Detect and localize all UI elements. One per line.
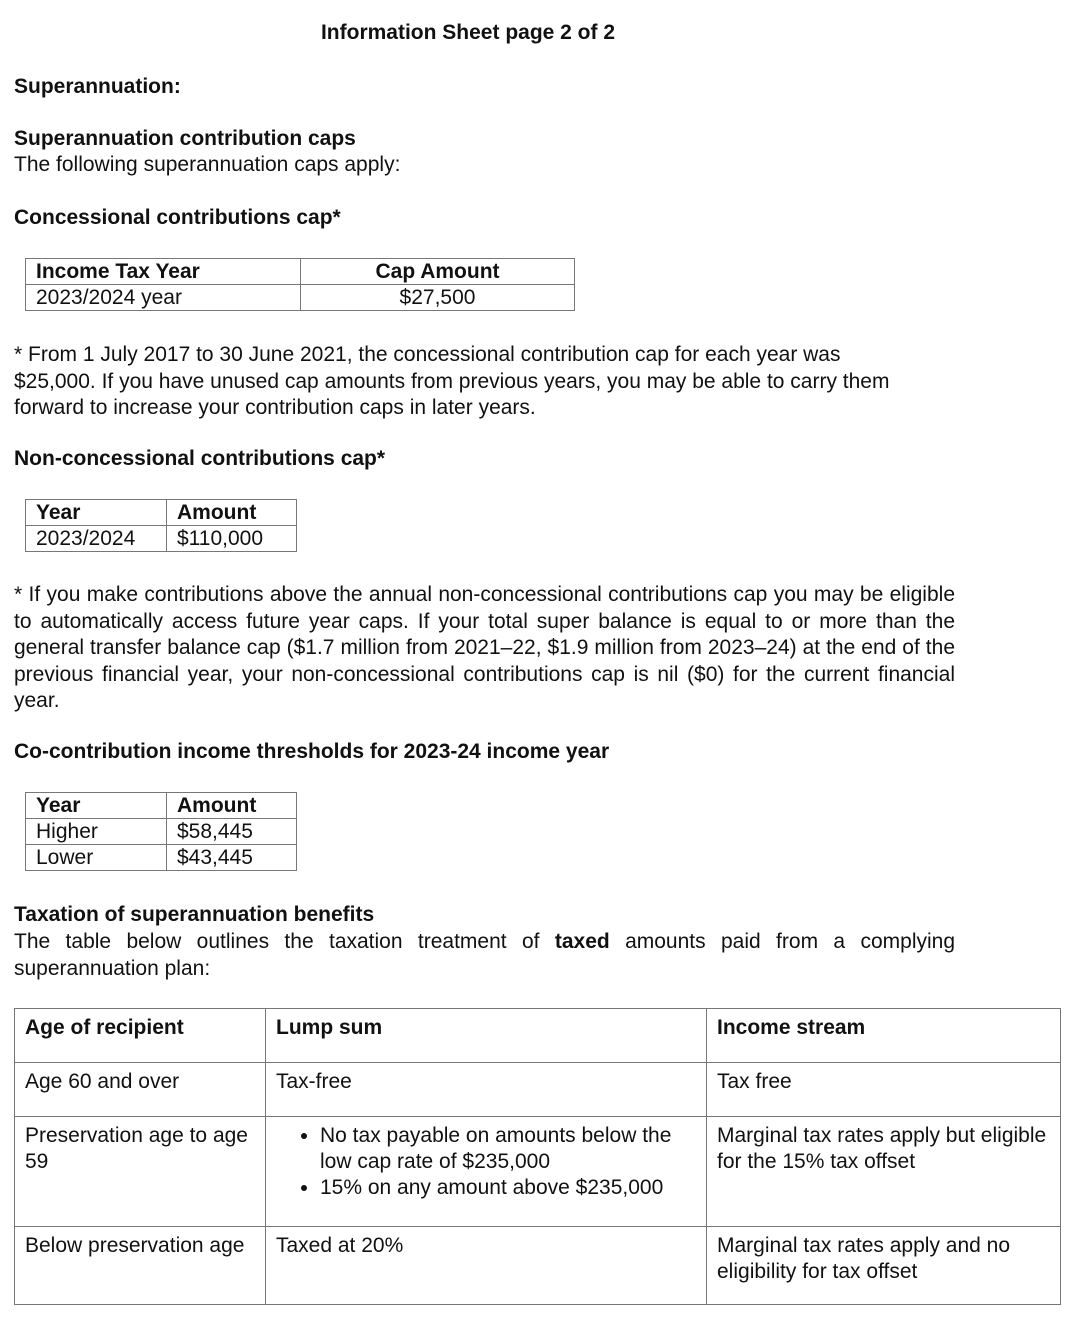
header-cap-amount: Cap Amount xyxy=(301,259,575,285)
lump-sum-bullet-list xyxy=(276,1123,696,1201)
co-contribution-table xyxy=(25,792,297,871)
header-age-of-recipient: Age of recipient xyxy=(15,1009,266,1063)
cell-amount: $58,445 xyxy=(167,819,297,845)
non-concessional-heading: Non-concessional contributions cap* xyxy=(14,447,386,470)
caps-intro: The following superannuation caps apply: xyxy=(14,153,401,176)
cell-year: Lower xyxy=(26,845,167,871)
table-row xyxy=(26,285,575,311)
table-header-row xyxy=(26,500,297,526)
header-income-stream: Income stream xyxy=(707,1009,1061,1063)
taxation-intro xyxy=(14,929,955,982)
cell-year: 2023/2024 xyxy=(26,526,167,552)
table-header-row xyxy=(26,793,297,819)
page-title: Information Sheet page 2 of 2 xyxy=(320,21,616,44)
cell-lump-sum: Taxed at 20% xyxy=(266,1227,707,1305)
cell-income-stream: Marginal tax rates apply and no eligibility for tax offset xyxy=(707,1227,1061,1305)
non-concessional-note: * If you make contributions above the annual non-concessional contributions cap you may be eligible to automatically access future year caps. If your total super balance is equal to or more than the general transfer balance cap ($1.7 million from 2021–22, $1.9 million from 2023–24) at the end of the previous financial year, your non-concessional contributions cap is nil ($0) for the current financial year. xyxy=(14,583,955,712)
cell-cap-amount: $27,500 xyxy=(301,285,575,311)
concessional-heading: Concessional contributions cap* xyxy=(14,206,341,229)
concessional-cap-table xyxy=(25,258,575,311)
bullet-item: • No tax payable on amounts below the low cap rate of $235,000 xyxy=(320,1123,696,1175)
non-concessional-cap-table xyxy=(25,499,297,552)
cell-year: 2023/2024 year xyxy=(26,285,301,311)
header-income-tax-year: Income Tax Year xyxy=(26,259,301,285)
concessional-note: * From 1 July 2017 to 30 June 2021, the concessional contribution cap for each year was $25,000. If you have unused cap amounts from previous years, you may be able to carry them forward to increase your contribution caps in later years. xyxy=(14,343,890,419)
cell-income-stream: Tax free xyxy=(707,1063,1061,1117)
cell-year: Higher xyxy=(26,819,167,845)
taxation-intro-bold: taxed xyxy=(554,930,610,953)
table-row xyxy=(26,845,297,871)
taxation-intro-text: The table below outlines the taxation treatment of xyxy=(14,930,555,953)
cell-amount: $110,000 xyxy=(167,526,297,552)
cell-age: Below preservation age xyxy=(15,1227,266,1305)
table-row xyxy=(15,1227,1061,1305)
section-title: Superannuation: xyxy=(14,75,181,98)
table-row xyxy=(26,526,297,552)
table-row xyxy=(15,1117,1061,1227)
header-lump-sum: Lump sum xyxy=(266,1009,707,1063)
cell-age: Age 60 and over xyxy=(15,1063,266,1117)
cell-income-stream: Marginal tax rates apply but eligible for the 15% tax offset xyxy=(707,1117,1061,1227)
cell-lump-sum: Tax-free xyxy=(266,1063,707,1117)
table-row xyxy=(15,1063,1061,1117)
taxation-heading: Taxation of superannuation benefits xyxy=(14,903,375,926)
table-header-row xyxy=(26,259,575,285)
cell-amount: $43,445 xyxy=(167,845,297,871)
bullet-item: • 15% on any amount above $235,000 xyxy=(320,1175,696,1201)
table-row xyxy=(26,819,297,845)
co-contribution-heading: Co-contribution income thresholds for 2023-24 income year xyxy=(14,740,610,763)
header-year: Year xyxy=(26,500,167,526)
taxation-intro-text-end: amounts paid from a complying superannuation plan: xyxy=(14,930,956,980)
cell-age: Preservation age to age 59 xyxy=(15,1117,266,1227)
table-header-row xyxy=(15,1009,1061,1063)
taxation-table xyxy=(14,1008,1061,1305)
caps-heading: Superannuation contribution caps xyxy=(14,127,356,150)
cell-lump-sum xyxy=(266,1117,707,1227)
header-amount: Amount xyxy=(167,793,297,819)
header-year: Year xyxy=(26,793,167,819)
header-amount: Amount xyxy=(167,500,297,526)
